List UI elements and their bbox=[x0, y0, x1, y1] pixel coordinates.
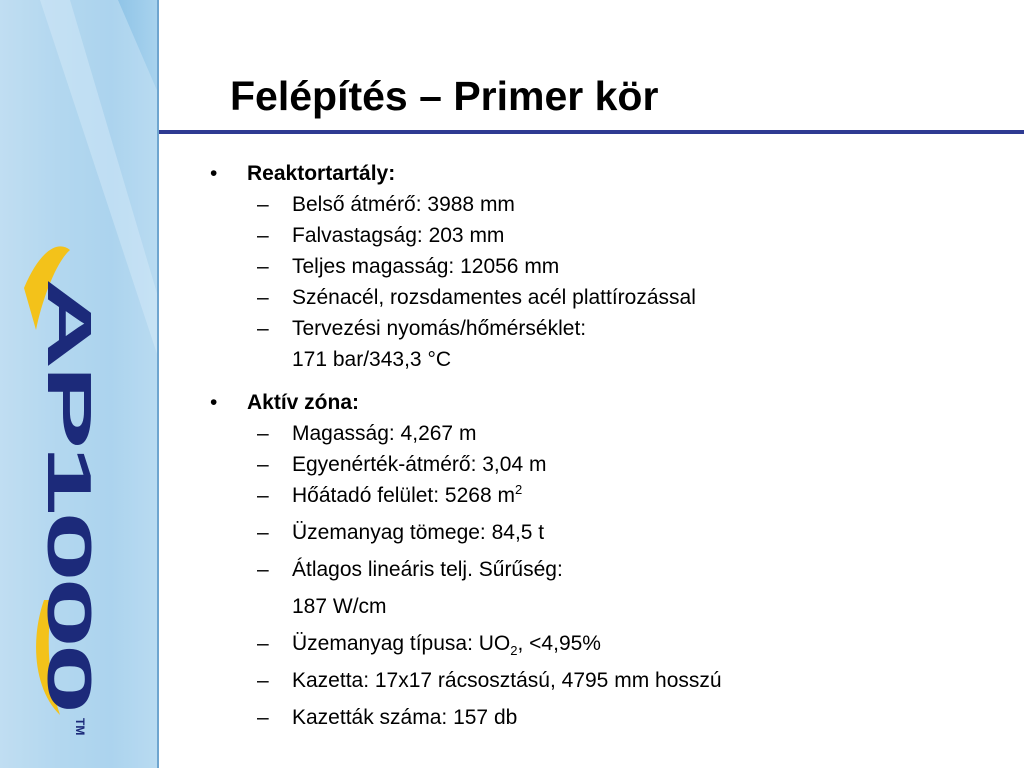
dash-mark: – bbox=[257, 484, 269, 507]
dash-mark: – bbox=[257, 706, 269, 729]
list-item-text: Egyenérték-átmérő: 3,04 m bbox=[292, 453, 547, 476]
list-item-text: Kazetta: 17x17 rácsosztású, 4795 mm hosszú bbox=[292, 669, 722, 692]
list-item-text: Üzemanyag tömege: 84,5 t bbox=[292, 521, 545, 544]
list-item bbox=[210, 449, 1010, 480]
bullet-label: Aktív zóna: bbox=[247, 391, 360, 414]
bullet-mark: • bbox=[210, 162, 218, 185]
list-item-text: Magasság: 4,267 m bbox=[292, 422, 477, 445]
list-item-text: Belső átmérő: 3988 mm bbox=[292, 193, 515, 216]
dash-mark: – bbox=[257, 286, 269, 309]
list-item bbox=[210, 313, 1010, 344]
dash-mark: – bbox=[257, 521, 269, 544]
ap1000-logo bbox=[0, 0, 159, 768]
list-item-text: Falvastagság: 203 mm bbox=[292, 224, 505, 247]
bullet-aktiv-zona bbox=[210, 387, 1010, 418]
list-item-text: Teljes magasság: 12056 mm bbox=[292, 255, 560, 278]
list-item bbox=[210, 702, 1010, 733]
list-item-text: , <4,95% bbox=[517, 632, 601, 655]
list-item-text: Kazetták száma: 157 db bbox=[292, 706, 518, 729]
bullet-label: Reaktortartály: bbox=[247, 162, 396, 185]
list-item-text: Hőátadó felület: 5268 m bbox=[292, 484, 515, 507]
list-item-text: Szénacél, rozsdamentes acél plattírozással bbox=[292, 286, 696, 309]
list-item-text: 171 bar/343,3 °C bbox=[292, 348, 452, 371]
list-item bbox=[210, 517, 1010, 548]
list-item-text: Üzemanyag típusa: UO bbox=[292, 632, 511, 655]
list-item bbox=[210, 282, 1010, 313]
dash-mark: – bbox=[257, 669, 269, 692]
list-item-text: 187 W/cm bbox=[292, 595, 387, 618]
list-item bbox=[210, 189, 1010, 220]
dash-mark: – bbox=[257, 255, 269, 278]
title-divider bbox=[159, 130, 1024, 134]
slide-content bbox=[210, 158, 1010, 733]
list-item bbox=[210, 480, 1010, 511]
list-item-text: Átlagos lineáris telj. Sűrűség: bbox=[292, 558, 563, 581]
page-title: Felépítés – Primer kör bbox=[230, 73, 659, 119]
dash-mark: – bbox=[257, 558, 269, 581]
list-item bbox=[210, 220, 1010, 251]
dash-mark: – bbox=[257, 453, 269, 476]
list-item-text: Tervezési nyomás/hőmérséklet: bbox=[292, 317, 587, 340]
logo-trademark: TM bbox=[73, 718, 87, 736]
list-item bbox=[210, 665, 1010, 696]
logo-wordmark: AP1000 bbox=[34, 278, 103, 491]
dash-mark: – bbox=[257, 224, 269, 247]
subscript: 2 bbox=[510, 643, 518, 659]
sidebar-decoration bbox=[0, 0, 159, 768]
dash-mark: – bbox=[257, 632, 269, 655]
superscript: 2 bbox=[514, 482, 523, 497]
bullet-mark: • bbox=[210, 391, 218, 414]
list-item bbox=[210, 554, 1010, 585]
list-item bbox=[210, 418, 1010, 449]
sidebar-edge bbox=[157, 0, 159, 768]
list-item bbox=[210, 628, 1010, 659]
list-item-continuation bbox=[210, 591, 1010, 622]
bullet-reaktortartaly bbox=[210, 158, 1010, 189]
dash-mark: – bbox=[257, 193, 269, 216]
list-item-continuation bbox=[210, 344, 1010, 375]
list-item bbox=[210, 251, 1010, 282]
dash-mark: – bbox=[257, 317, 269, 340]
dash-mark: – bbox=[257, 422, 269, 445]
